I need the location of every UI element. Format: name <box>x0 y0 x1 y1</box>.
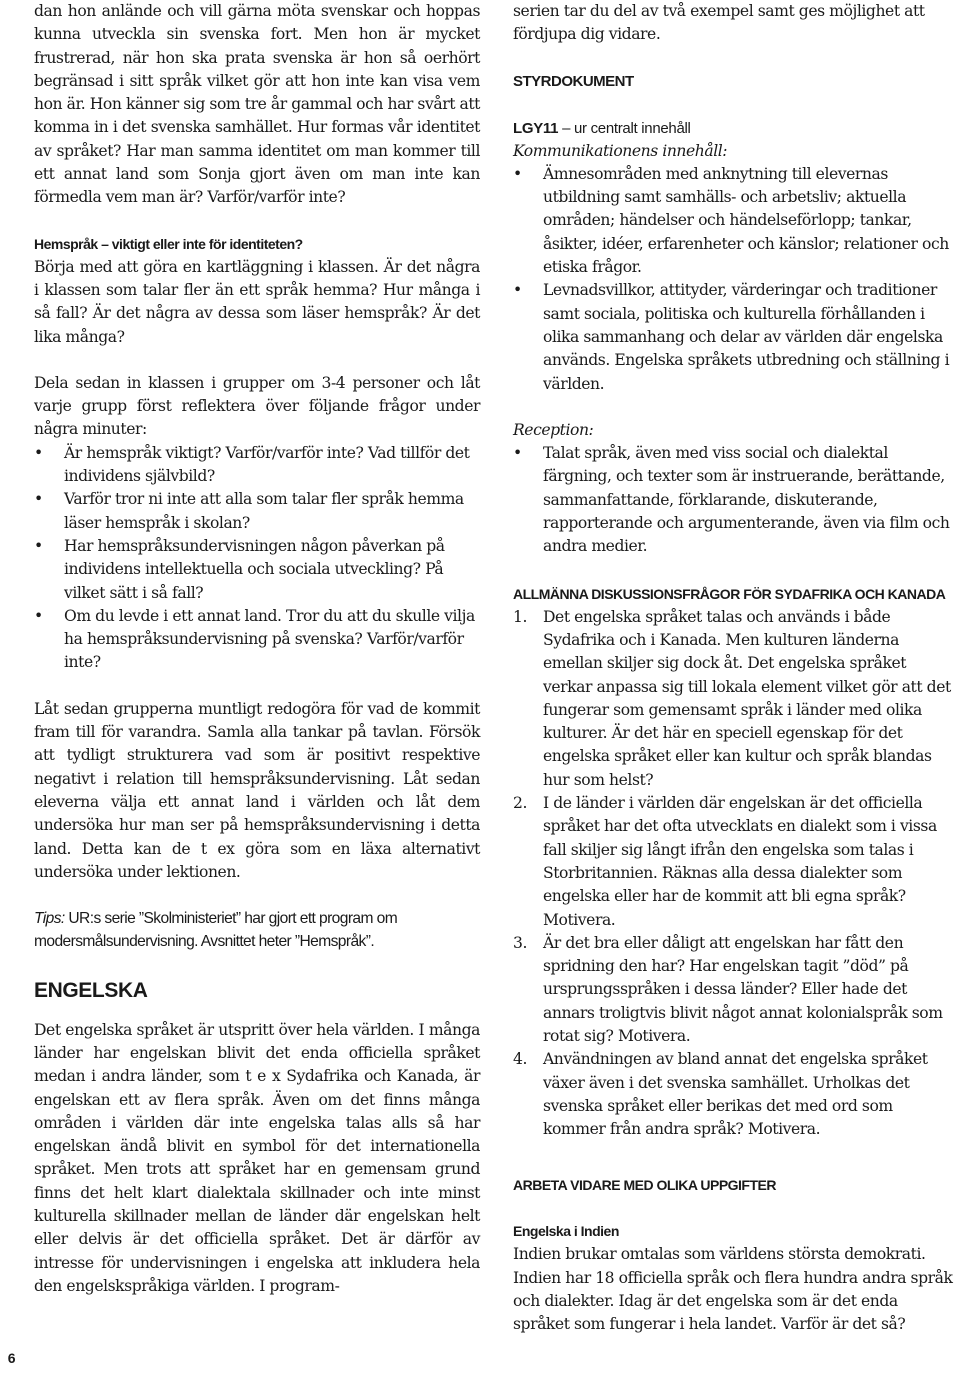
list-item: 4. Användningen av bland annat det engelska språket växer även i det svenska samhället. Urholkas det svenska språket eller berikas det med ord som kommer från andra språk? Motivera. <box>513 1050 928 1139</box>
kommunikation-label: Kommunikationens innehåll: <box>513 141 728 160</box>
list-item: • Levnadsvillkor, attityder, värderingar och traditioner samt sociala, politiska och kulturella förhållanden i olika sammanhang och delar av världen där engelska används. Engelska språkets utbredning och ställning i världen. <box>513 279 958 395</box>
discussion-heading: ALLMÄNNA DISKUSSIONSFRÅGOR FÖR SYDAFRIKA OCH KANADA <box>513 585 946 602</box>
discussion-list <box>513 606 958 1142</box>
reception-label: Reception: <box>513 420 594 439</box>
intro-paragraph: dan hon anlände och vill gärna möta svenskar och hoppas kunna utveckla sin svenska fort. Men hon är mycket frustrerad, när hon ska prata svenska är hon så oerhört begränsad i sitt språk vilket gör att hon inte kan visa vem hon är. Hon känner sig som tre år gammal och har svårt att komma in i det svenska samhället. Hur formas vår identitet av språket? Har man samma identitet om man kommer till ett annat land som Sonja gjort även om man inte kan förmedla vem man är? Varför/varför inte? <box>34 2 480 207</box>
list-item: • Talat språk, även med viss social och dialektal färgning, och texter som är instruerande, berättande, sammanfattande, förklarande, diskuterande, rapporterande och argumenterande, även via film och andra medier. <box>513 442 958 558</box>
group-intro: Dela sedan in klassen i grupper om 3-4 personer och låt varje grupp först reflektera över följande frågor under några minuter: <box>34 373 480 439</box>
list-item: 1. Det engelska språket talas och används i både Sydafrika och i Kanada. Men kulturen länderna emellan skiljer sig dock åt. Det engelska språket verkar anpassa sig till lokala element vilket gör att det fungerar som gemensamt språk i länder med olika kulturer. Är det här en speciell egenskap för det engelska språket eller kan kultur och språk blandas hur som helst? <box>513 607 951 789</box>
identity-heading: Hemspråk – viktigt eller inte för identiteten? <box>34 235 303 252</box>
reception-list <box>513 442 958 558</box>
right-column <box>513 0 958 1337</box>
tips-text: UR:s serie ”Skolministeriet” har gjort ett program om modersmålsundervisning. Avsnittet heter ”Hemspråk”. <box>34 910 398 951</box>
identity-paragraph: Börja med att göra en kartläggning i klassen. Är det några i klassen som talar fler än ett språk hemma? Hur många i så fall? Är det några av dessa som läser hemspråk? Är det lika många? <box>34 257 480 346</box>
indien-heading: Engelska i Indien <box>513 1223 619 1240</box>
styrdokument-heading: STYRDOKUMENT <box>513 72 634 90</box>
lgy-code: LGY11 <box>513 119 559 137</box>
list-item: • Har hemspråksundervisningen någon påverkan på individens intellektuella och sociala utveckling? På vilket sätt i så fall? <box>34 535 480 605</box>
list-item: • Är hemspråk viktigt? Varför/varför inte? Vad tillför det individens självbild? <box>34 442 480 489</box>
group-followup-paragraph: Låt sedan grupperna muntligt redogöra för vad de kommit fram till för varandra. Samla alla tankar på tavlan. Försök att tydligt strukturera vad som är positivt respektive negativt i relation till hemspråksundervisning. Låt sedan eleverna välja ett annat land i världen och låt dem undersöka hur man ser på hemspråksundervisning i detta land. Detta kan de t ex göra som en läxa alternativt undersöka under lektionen. <box>34 699 480 881</box>
tips-paragraph <box>34 907 480 954</box>
page-number: 6 <box>7 1350 16 1366</box>
engelska-paragraph: Det engelska språket är utspritt över hela världen. I många länder har engelskan blivit det enda officiella språket medan i andra länder, som t e x Sydafrika och Kanada, är engelskan ett av flera språk. Även om det finns många områden i världen där inte engelska talas alls så har engelskan ändå blivit en symbol för det internationella språket. Men trots att språket har en gemensam grund finns det helt klart dialektala skillnader och inte minst kulturella skillnader mellan de länder där engelskan helt eller delvis är det officiella språket. Det är därför av intresse för undervisningen i engelska att inkludera hela den engelskspråkiga världen. I program- <box>34 1020 480 1295</box>
continuation-paragraph: serien tar du del av två exempel samt ges möjlighet att fördjupa dig vidare. <box>513 2 925 44</box>
lgy-subtitle: – ur centralt innehåll <box>558 119 691 137</box>
engelska-heading: ENGELSKA <box>34 978 148 1002</box>
arbeta-heading: ARBETA VIDARE MED OLIKA UPPGIFTER <box>513 1177 776 1194</box>
list-item: 3. Är det bra eller dåligt att engelskan har fått den spridning den har? Har engelskan tagit ”död” på ursprungsspråken i dessa länder? Eller hade det annars troligtvis blivit något annat kolonialspråk som rotat sig? Motivera. <box>513 933 943 1045</box>
left-column <box>34 0 480 1298</box>
tips-label: Tips: <box>34 910 65 928</box>
list-item: 2. I de länder i världen där engelskan är det officiella språket har det ofta utvecklats en dialekt som i vissa fall skiljer sig långt ifrån den engelska som talas i Storbritannien. Räknas alla dessa dialekter som engelska eller har de kommit att bli egna språk? Motivera. <box>513 794 937 929</box>
list-item: • Ämnesområden med anknytning till elevernas utbildning samt samhälls- och arbetsliv; aktuella områden; händelser och händelseförlopp; tankar, åsikter, idéer, erfarenheter och känslor; relationer och etiska frågor. <box>513 163 958 279</box>
indien-paragraph: Indien brukar omtalas som världens största demokrati. Indien har 18 officiella språk och flera hundra andra språk och dialekter. Idag är det engelska som är det enda språket som fungerar i hela landet. Varför är det så? <box>513 1245 953 1334</box>
group-questions-list <box>34 442 480 675</box>
list-item: • Om du levde i ett annat land. Tror du att du skulle vilja ha hemspråksundervisning på svenska? Varför/varför inte? <box>34 605 480 675</box>
lgy-heading <box>513 117 958 140</box>
kommunikation-list <box>513 163 958 396</box>
list-item: • Varför tror ni inte att alla som talar fler språk hemma läser hemspråk i skolan? <box>34 488 480 535</box>
